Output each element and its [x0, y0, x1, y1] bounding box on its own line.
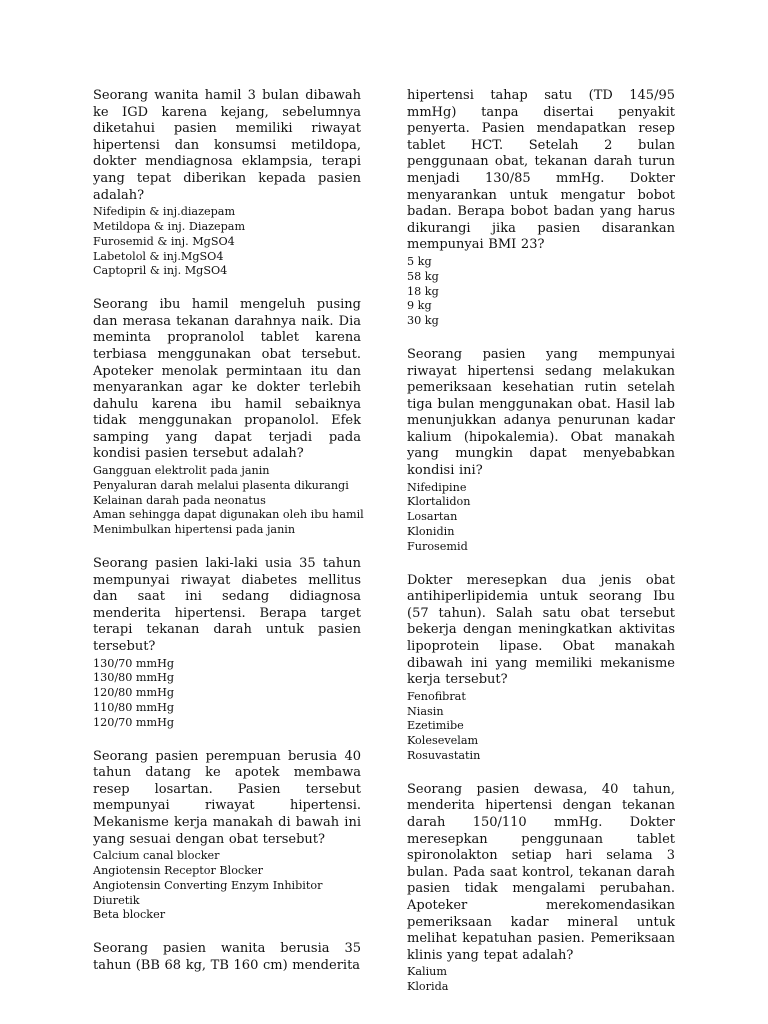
- question-1: [93, 88, 361, 279]
- option: Niasin: [407, 704, 444, 718]
- option: 120/80 mmHg: [93, 686, 175, 700]
- option: Rosuvastatin: [407, 749, 481, 762]
- right-column: [407, 88, 675, 1013]
- question-stem: Seorang wanita hamil 3 bulan dibawah ke IGD karena kejang, sebelumnya diketahui pasien memiliki riwayat hipertensi dan konsumsi metildopa, dokter mendiagnosa eklampsia, terapi yang tepat diberikan kepada pasien adalah?: [93, 88, 361, 203]
- option: 9 kg: [407, 299, 432, 313]
- option: Gangguan elektrolit pada janin: [93, 464, 270, 478]
- option: Ezetimibe: [407, 719, 464, 733]
- option: Labetolol & inj.MgSO4: [93, 249, 224, 263]
- question-stem: Seorang pasien laki-laki usia 35 tahun mempunyai riwayat diabetes mellitus dan saat ini sedang didiagnosa menderita hipertensi. Berapa target terapi tekanan darah untuk pasien tersebut?: [93, 556, 361, 655]
- left-column: [93, 88, 364, 992]
- option: Metildopa & inj. Diazepam: [93, 219, 246, 233]
- question-5-continued: [407, 88, 675, 329]
- option: 110/80 mmHg: [93, 701, 175, 715]
- option: Furosemid: [407, 539, 468, 553]
- option: Nifedipin & inj.diazepam: [93, 205, 236, 219]
- option: Klorida: [407, 980, 449, 994]
- option: 30 kg: [407, 314, 439, 328]
- question-7: [407, 573, 675, 764]
- question-stem: Seorang pasien perempuan berusia 40 tahun datang ke apotek membawa resep losartan. Pasien tersebut mempunyai riwayat hipertensi. Mekanisme kerja manakah di bawah ini yang sesuai dengan obat tersebut?: [93, 748, 361, 847]
- option-list: [93, 205, 361, 279]
- option: 130/70 mmHg: [93, 656, 175, 670]
- option-list: [93, 464, 364, 538]
- option-list: [93, 657, 361, 731]
- option: Kelainan darah pada neonatus: [93, 493, 266, 507]
- question-stem: Seorang pasien wanita berusia 35 tahun (BB 68 kg, TB 160 cm) menderita: [93, 941, 361, 973]
- option: Penyaluran darah melalui plasenta dikurangi: [93, 478, 349, 492]
- option: 120/70 mmHg: [93, 715, 175, 729]
- question-5: [93, 941, 361, 974]
- question-8: [407, 782, 675, 995]
- option-list: [93, 849, 361, 923]
- option: Beta blocker: [93, 908, 166, 922]
- option-list: [407, 481, 675, 555]
- question-4: [93, 749, 361, 924]
- option: Aman sehingga dapat digunakan oleh ibu hamil: [93, 508, 364, 522]
- question-6: [407, 347, 675, 555]
- option: Klonidin: [407, 525, 455, 539]
- option: Klortalidon: [407, 495, 471, 509]
- option-list: [407, 965, 675, 995]
- option: 130/80 mmHg: [93, 671, 175, 685]
- option-list: [407, 255, 675, 329]
- option: Angiotensin Receptor Blocker: [93, 863, 263, 877]
- option: Angiotensin Converting Enzym Inhibitor: [93, 878, 323, 892]
- option: Captopril & inj. MgSO4: [93, 264, 228, 278]
- question-stem: Seorang pasien dewasa, 40 tahun, menderita hipertensi dengan tekanan darah 150/110 mmHg. Dokter meresepkan penggunaan tablet spironolakton setiap hari selama 3 bulan. Pada saat kontrol, tekanan darah pasien tidak mengalami perubahan. Apoteker merekomendasikan pemeriksaan kadar mineral untuk melihat kepatuhan pasien. Pemeriksaan klinis yang tepat adalah?: [407, 781, 675, 963]
- question-stem: hipertensi tahap satu (TD 145/95 mmHg) tanpa disertai penyakit penyerta. Pasien mendapatkan resep tablet HCT. Setelah 2 bulan penggunaan obat, tekanan darah turun menjadi 130/85 mmHg. Dokter menyarankan untuk mengatur bobot badan. Berapa bobot badan yang harus dikurangi jika pasien disarankan mempunyai BMI 23?: [407, 88, 675, 253]
- option: Nifedipine: [407, 480, 467, 494]
- question-stem: Seorang pasien yang mempunyai riwayat hipertensi sedang melakukan pemeriksaan kesehatian rutin setelah tiga bulan menggunakan obat. Hasil lab menunjukkan adanya penurunan kadar kalium (hipokalemia). Obat manakah yang mungkin dapat menyebabkan kondisi ini?: [407, 346, 675, 479]
- option: Calcium canal blocker: [93, 849, 220, 863]
- question-stem: Seorang ibu hamil mengeluh pusing dan merasa tekanan darahnya naik. Dia meminta propranolol tablet karena terbiasa menggunakan obat tersebut. Apoteker menolak permintaan itu dan menyarankan agar ke dokter terlebih dahulu karena ibu hamil sebaiknya tidak menggunakan propanolol. Efek samping yang dapat terjadi pada kondisi pasien tersebut adalah?: [93, 297, 361, 462]
- option: 58 kg: [407, 269, 439, 283]
- option: Losartan: [407, 510, 458, 524]
- question-3: [93, 556, 361, 731]
- question-2: [93, 297, 364, 538]
- option: Diuretik: [93, 893, 140, 907]
- option: Kolesevelam: [407, 734, 479, 748]
- option: 18 kg: [407, 284, 439, 298]
- option: Fenofibrat: [407, 689, 466, 703]
- option: Menimbulkan hipertensi pada janin: [93, 523, 296, 537]
- option: 5 kg: [407, 254, 432, 268]
- question-stem: Dokter meresepkan dua jenis obat antihiperlipidemia untuk seorang Ibu (57 tahun). Salah satu obat tersebut bekerja dengan meningkatkan aktivitas lipoprotein lipase. Obat manakah dibawah ini yang memiliki mekanisme kerja tersebut?: [407, 572, 675, 688]
- option-list: [407, 690, 675, 764]
- option: Furosemid & inj. MgSO4: [93, 234, 235, 248]
- option: Kalium: [407, 965, 447, 979]
